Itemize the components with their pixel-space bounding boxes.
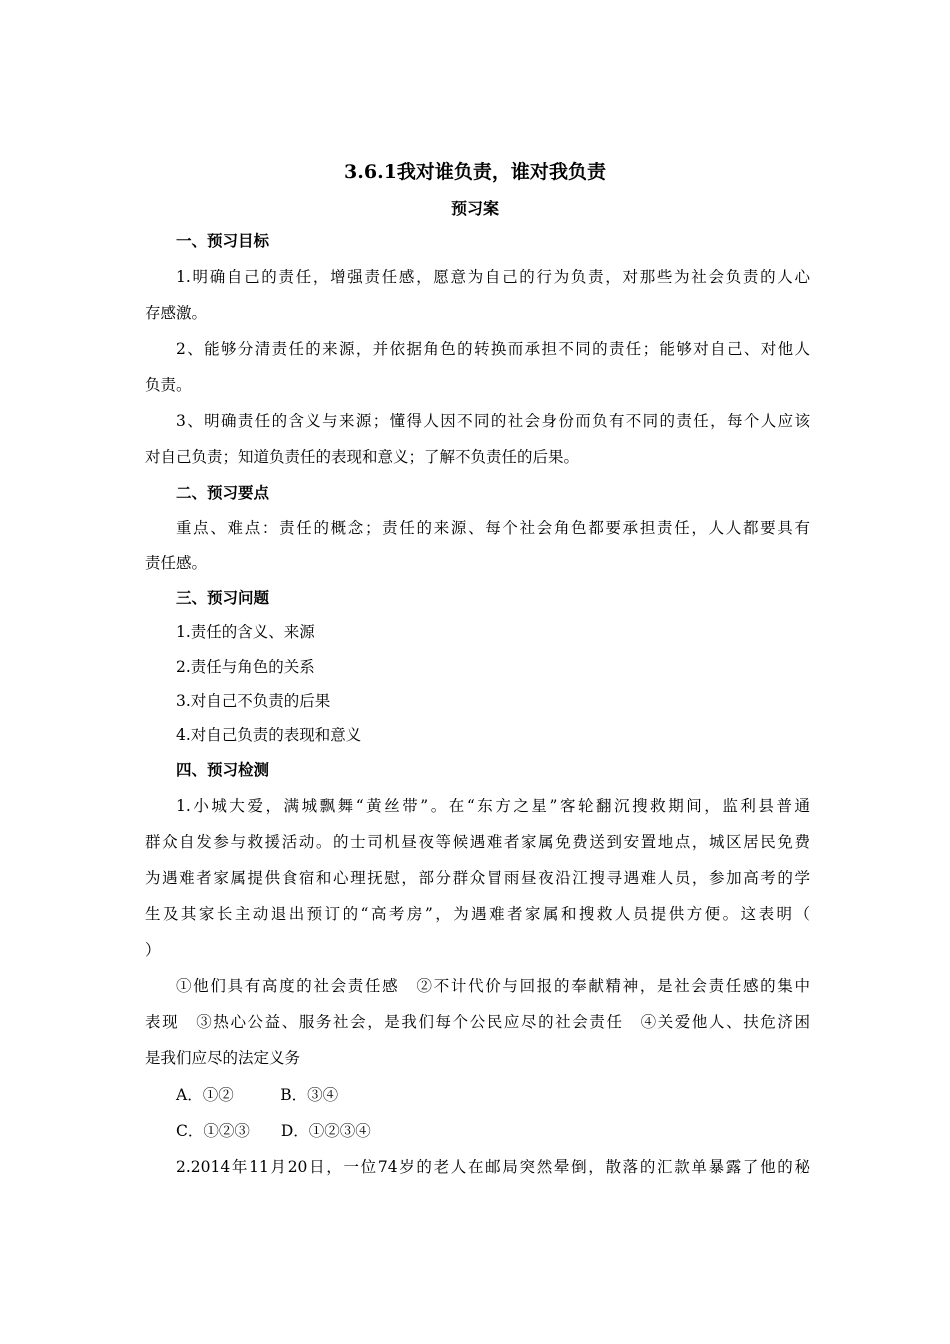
keypoints-line-2: 责任感。 — [145, 554, 208, 572]
test-q1-line-2: 群众自发参与救援活动。的士司机昼夜等候遇难者家属免费送到安置地点，城区居民免费 — [145, 833, 810, 851]
test-q1-options-line-1: ①他们具有高度的社会责任感 ②不计代价与回报的奉献精神，是社会责任感的集中 — [176, 977, 810, 995]
goal-item-3-line-1: 3、明确责任的含义与来源；懂得人因不同的社会身份而负有不同的责任，每个人应该 — [176, 412, 810, 430]
test-q1-options-line-3: 是我们应尽的法定义务 — [145, 1049, 301, 1067]
goal-item-1-line-2: 存感激。 — [145, 304, 208, 322]
goal-item-2-line-2: 负责。 — [145, 376, 192, 394]
section-heading-goals: 一、预习目标 — [176, 231, 270, 250]
test-q1-line-4: 生及其家长主动退出预订的“高考房”，为遇难者家属和搜救人员提供方便。这表明（ — [145, 905, 810, 923]
question-item-1: 1.责任的含义、来源 — [176, 623, 315, 641]
question-item-3: 3.对自己不负责的后果 — [176, 692, 331, 710]
test-q1-choices-ab: A．①② B．③④ — [176, 1086, 339, 1104]
test-q1-line-5: ） — [145, 941, 161, 959]
question-item-2: 2.责任与角色的关系 — [176, 658, 315, 676]
goal-item-1-line-1: 1.明确自己的责任，增强责任感，愿意为自己的行为负责，对那些为社会负责的人心 — [176, 268, 810, 286]
test-q1-line-3: 为遇难者家属提供食宿和心理抚慰，部分群众冒雨昼夜沿江搜寻遇难人员，参加高考的学 — [145, 869, 810, 887]
test-q1-line-1: 1.小城大爱，满城飘舞“黄丝带”。在“东方之星”客轮翻沉搜救期间，监利县普通 — [176, 797, 810, 815]
goal-item-3-line-2: 对自己负责；知道负责任的表现和意义；了解不负责任的后果。 — [145, 448, 580, 466]
test-q1-choices-cd: C．①②③ D．①②③④ — [176, 1122, 371, 1140]
test-q1-options-line-2: 表现 ③热心公益、服务社会，是我们每个公民应尽的社会责任 ④关爱他人、扶危济困 — [145, 1013, 810, 1031]
section-heading-keypoints: 二、预习要点 — [176, 483, 270, 502]
page-title: 3.6.1我对谁负责，谁对我负责 — [344, 161, 606, 183]
section-heading-questions: 三、预习问题 — [176, 588, 270, 607]
test-q2-line-1: 2.2014年11月20日，一位74岁的老人在邮局突然晕倒，散落的汇款单暴露了他的秘 — [176, 1158, 810, 1176]
page-subtitle: 预习案 — [450, 199, 499, 218]
goal-item-2-line-1: 2、能够分清责任的来源，并依据角色的转换而承担不同的责任；能够对自己、对他人 — [176, 340, 810, 358]
section-heading-test: 四、预习检测 — [176, 760, 270, 779]
question-item-4: 4.对自己负责的表现和意义 — [176, 726, 362, 744]
keypoints-line-1: 重点、难点：责任的概念；责任的来源、每个社会角色都要承担责任，人人都要具有 — [176, 519, 810, 537]
